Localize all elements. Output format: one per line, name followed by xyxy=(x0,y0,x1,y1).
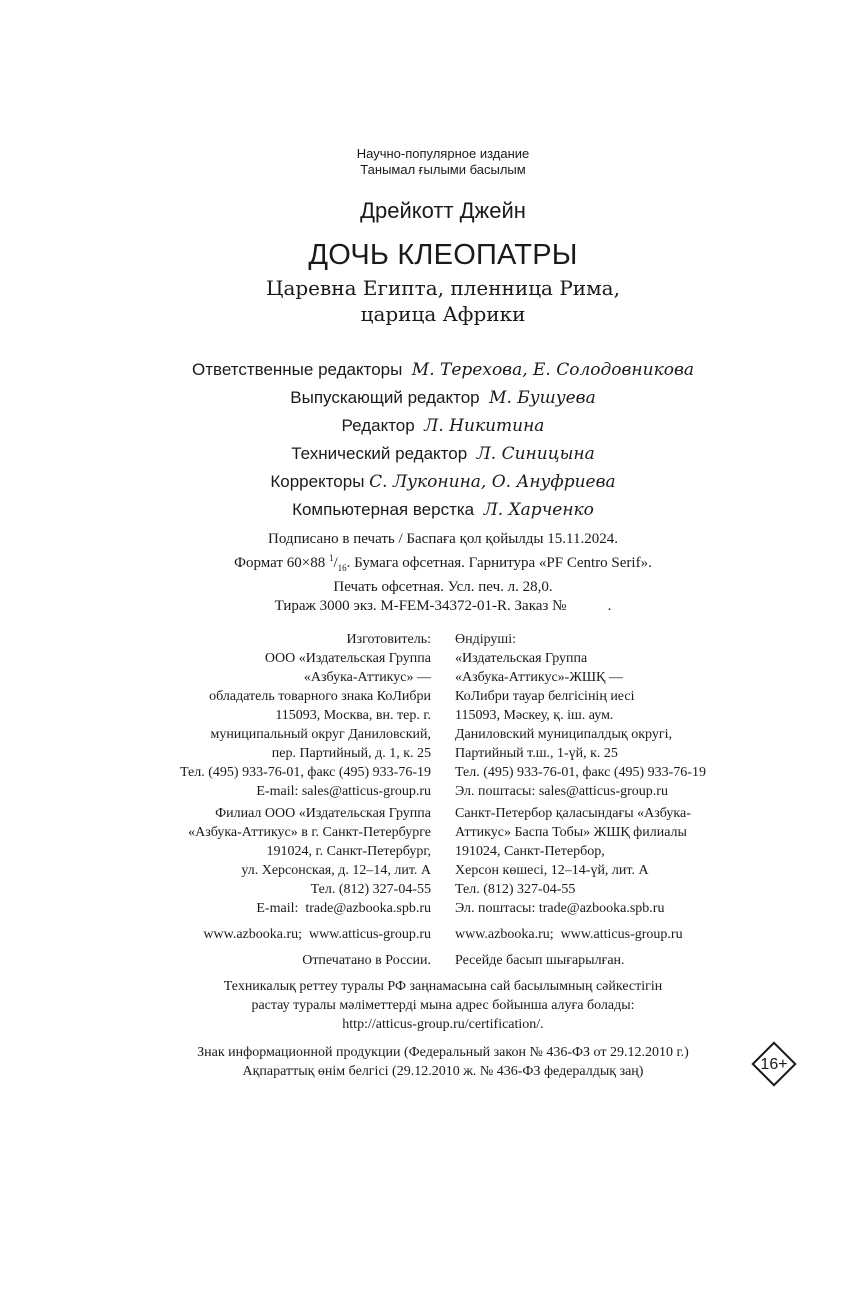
format-suffix: . Бумага офсетная. Гарнитура «PF Centro Serif». xyxy=(346,555,652,571)
line: Техникалық реттеу туралы РФ заңнамасына сай басылымның сәйкестігін xyxy=(223,979,663,994)
staff-names: С. Луконина, О. Ануфриева xyxy=(369,472,616,492)
line: Партийный т.ш., 1-үй, к. 25 xyxy=(455,746,618,761)
line: Өндіруші: xyxy=(455,632,516,647)
line: 191024, Санкт-Петербор, xyxy=(455,844,605,859)
signed-date: Подписано в печать / Баспаға қол қойылды 15.11.2024. xyxy=(268,531,618,547)
line: E-mail: sales@atticus-group.ru xyxy=(256,784,431,799)
age-rating-text: 16+ xyxy=(760,1056,788,1073)
branch-kz xyxy=(455,804,691,918)
print-type: Печать офсетная. Усл. печ. л. 28,0. xyxy=(333,579,553,595)
manufacturer-ru xyxy=(180,630,431,801)
certification xyxy=(0,977,856,1034)
line: 115093, Мәскеу, қ. іш. аум. xyxy=(455,708,614,723)
line: обладатель товарного знака КоЛибри xyxy=(209,689,431,704)
staff-row xyxy=(0,440,856,468)
staff-row xyxy=(0,356,856,384)
line: Санкт-Петербор қаласындағы «Азбука- xyxy=(455,806,691,821)
staff-names: М. Терехова, Е. Солодовникова xyxy=(411,360,694,380)
line: Филиал ООО «Издательская Группа xyxy=(215,806,431,821)
line: «Азбука-Аттикус» — xyxy=(303,670,431,685)
staff-role: Ответственные редакторы xyxy=(191,360,403,379)
line: пер. Партийный, д. 1, к. 25 xyxy=(271,746,431,761)
line: растау туралы мәліметтерді мына адрес бойынша алуға болады: xyxy=(251,998,635,1013)
line: 191024, г. Санкт-Петербург, xyxy=(266,844,431,859)
staff-row xyxy=(0,412,856,440)
print-run: Тираж 3000 экз. M-FEM-34372-01-R. Заказ № . xyxy=(274,598,612,614)
book-title: ДОЧЬ КЛЕОПАТРЫ xyxy=(308,239,578,271)
line: «Азбука-Аттикус»-ЖШҚ — xyxy=(455,670,623,685)
line: муниципальный округ Даниловский, xyxy=(210,727,431,742)
staff-names: Л. Никитина xyxy=(424,416,545,436)
age-rating-badge xyxy=(753,1043,797,1087)
line: «Азбука-Аттикус» в г. Санкт-Петербурге xyxy=(188,825,431,840)
line: «Издательская Группа xyxy=(455,651,588,666)
book-subtitle-line1: Царевна Египта, пленница Рима, xyxy=(266,276,620,300)
web-kz: www.azbooka.ru; www.atticus-group.ru xyxy=(455,927,683,942)
line: Знак информационной продукции (Федеральный закон № 436-ФЗ от 29.12.2010 г.) xyxy=(197,1045,689,1060)
staff-row xyxy=(0,496,856,524)
edition-label-kz: Танымал ғылыми басылым xyxy=(360,162,526,177)
line: ул. Херсонская, д. 12–14, лит. А xyxy=(241,863,431,878)
branch-ru xyxy=(188,804,431,918)
line: Ақпараттық өнім белгісі (29.12.2010 ж. № 436-ФЗ федералдық заң) xyxy=(242,1064,644,1079)
manufacturer-kz xyxy=(455,630,706,801)
format-num: 1 xyxy=(328,553,334,563)
format-prefix: Формат 60×88 xyxy=(234,555,326,571)
staff-names: Л. Харченко xyxy=(483,500,594,520)
line: Эл. поштасы: trade@azbooka.spb.ru xyxy=(455,901,665,916)
line: http://atticus-group.ru/certification/. xyxy=(342,1017,544,1032)
line: Тел. (495) 933-76-01, факс (495) 933-76-19 xyxy=(455,765,706,780)
print-details xyxy=(0,530,856,616)
staff-names: Л. Синицына xyxy=(476,444,595,464)
staff-row xyxy=(0,468,856,496)
format-den: 16 xyxy=(337,563,347,573)
staff-role: Компьютерная верстка xyxy=(292,500,475,519)
line: Тел. (495) 933-76-01, факс (495) 933-76-19 xyxy=(180,765,431,780)
book-author: Дрейкотт Джейн xyxy=(360,198,526,223)
line: Даниловский муниципалдық округі, xyxy=(455,727,672,742)
staff-role: Выпускающий редактор xyxy=(290,388,480,407)
web-ru: www.azbooka.ru; www.atticus-group.ru xyxy=(203,927,431,942)
printed-ru: Отпечатано в России. xyxy=(302,953,431,968)
staff-role: Редактор xyxy=(341,416,415,435)
line: Изготовитель: xyxy=(346,632,431,647)
staff-role: Корректоры xyxy=(270,472,365,491)
line: Тел. (812) 327-04-55 xyxy=(455,882,576,897)
line: Херсон көшесі, 12–14-үй, лит. А xyxy=(455,863,649,878)
line: E-mail: trade@azbooka.spb.ru xyxy=(256,901,431,916)
line: Эл. поштасы: sales@atticus-group.ru xyxy=(455,784,668,799)
printed-kz: Ресейде басып шығарылған. xyxy=(455,953,625,968)
line: ООО «Издательская Группа xyxy=(264,651,431,666)
edition-label-ru: Научно-популярное издание xyxy=(356,146,530,161)
line: Аттикус» Баспа Тобы» ЖШҚ филиалы xyxy=(455,825,687,840)
staff-names: М. Бушуева xyxy=(489,388,596,408)
line: 115093, Москва, вн. тер. г. xyxy=(275,708,431,723)
staff-row xyxy=(0,384,856,412)
line: КоЛибри тауар белгісінің иесі xyxy=(455,689,635,704)
book-subtitle-line2: царица Африки xyxy=(360,302,526,326)
line: Тел. (812) 327-04-55 xyxy=(310,882,431,897)
format-line: Формат 60×88 $^1/_{16}$. Бумага офсетная. Гарнитура «PF Centro Serif». xyxy=(234,553,652,573)
staff-role: Технический редактор xyxy=(291,444,468,463)
staff-credits xyxy=(0,356,856,524)
info-sign xyxy=(0,1043,856,1081)
